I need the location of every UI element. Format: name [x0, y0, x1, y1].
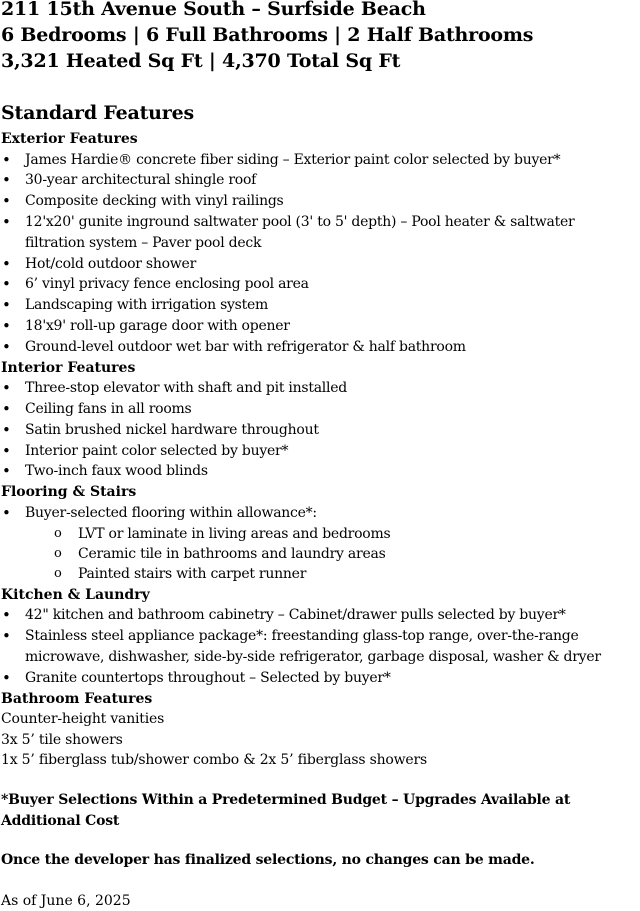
- sub-list-item: o LVT or laminate in living areas and bedrooms: [1, 524, 637, 544]
- list-item: • Interior paint color selected by buyer*: [1, 441, 637, 462]
- header: [1, 0, 533, 74]
- bathroom-line: 1x 5’ fiberglass tub/shower combo & 2x 5’ fiberglass showers: [1, 751, 427, 768]
- list-item: • Hot/cold outdoor shower: [1, 254, 637, 275]
- interior-title: Interior Features: [1, 359, 136, 376]
- exterior-title: Exterior Features: [1, 131, 138, 147]
- features-content: [1, 129, 637, 770]
- sub-list-item: o Ceramic tile in bathrooms and laundry areas: [1, 544, 637, 564]
- list-item: • 42" kitchen and bathroom cabinetry – Cabinet/drawer pulls selected by buyer*: [1, 605, 637, 626]
- list-item: • Buyer-selected flooring within allowance*:: [1, 503, 637, 524]
- list-item: • Composite decking with vinyl railings: [1, 191, 637, 212]
- flooring-sublist: [1, 524, 637, 585]
- list-item: • Ground-level outdoor wet bar with refrigerator & half bathroom: [1, 337, 637, 358]
- list-item: • Granite countertops throughout – Selected by buyer*: [1, 668, 637, 689]
- list-item: • 30-year architectural shingle roof: [1, 170, 637, 191]
- list-item: • James Hardie® concrete fiber siding – Exterior paint color selected by buyer*: [1, 150, 637, 171]
- buyer-selections-footnote: *Buyer Selections Within a Predetermined Budget – Upgrades Available at Additional Cost: [1, 792, 571, 829]
- list-item: • Two-inch faux wood blinds: [1, 461, 637, 482]
- bathroom-title: Bathroom Features: [1, 690, 153, 707]
- flooring-title: Flooring & Stairs: [1, 484, 137, 501]
- kitchen-title: Kitchen & Laundry: [1, 586, 150, 603]
- list-item: • Landscaping with irrigation system: [1, 295, 637, 316]
- area-heading: 3,321 Heated Sq Ft | 4,370 Total Sq Ft: [1, 50, 401, 72]
- list-item: • Ceiling fans in all rooms: [1, 399, 637, 420]
- list-item: • Satin brushed nickel hardware throughout: [1, 420, 637, 441]
- bathroom-line: Counter-height vanities: [1, 711, 165, 728]
- bathroom-line: 3x 5’ tile showers: [1, 731, 123, 748]
- sub-list-item: o Painted stairs with carpet runner: [1, 564, 637, 584]
- as-of-date: As of June 6, 2025: [1, 893, 131, 909]
- list-item: • 12'x20' gunite inground saltwater pool (3' to 5' depth) – Pool heater & saltwater filtration system – Paver pool deck: [1, 212, 637, 254]
- rooms-heading: 6 Bedrooms | 6 Full Bathrooms | 2 Half Bathrooms: [1, 24, 534, 46]
- address-heading: 211 15th Avenue South – Surfside Beach: [1, 0, 426, 20]
- finalized-selections-note: Once the developer has finalized selections, no changes can be made.: [1, 852, 535, 868]
- list-item: • 18'x9' roll-up garage door with opener: [1, 316, 637, 337]
- standard-features-title: Standard Features: [1, 102, 194, 124]
- flooring-list: [1, 503, 637, 524]
- kitchen-list: [1, 605, 637, 688]
- list-item: • Three-stop elevator with shaft and pit installed: [1, 378, 637, 399]
- list-item: • 6’ vinyl privacy fence enclosing pool area: [1, 274, 637, 295]
- list-item: • Stainless steel appliance package*: freestanding glass-top range, over-the-range microwave, dishwasher, side-by-side refrigerator, garbage disposal, washer & dryer: [1, 626, 637, 668]
- interior-list: [1, 378, 637, 482]
- exterior-list: [1, 150, 637, 358]
